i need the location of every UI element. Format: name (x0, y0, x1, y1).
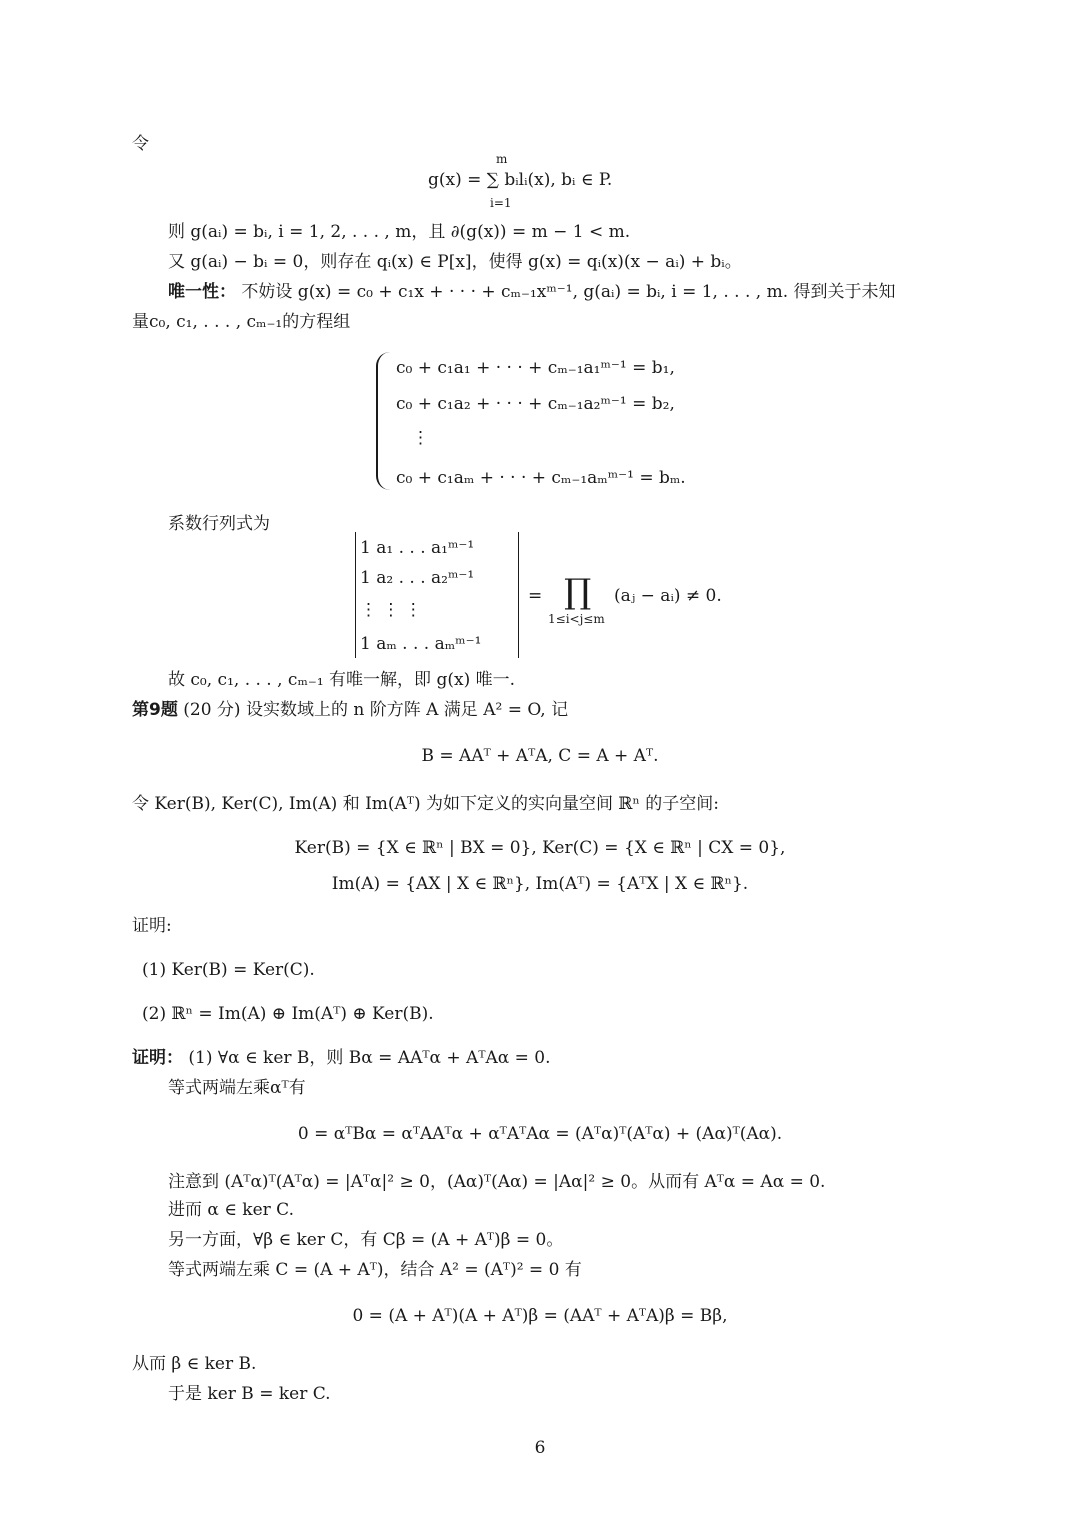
equation-vdots: ⋮ (412, 428, 429, 448)
text-line: 量c₀, c₁, . . . , cₘ₋₁的方程组 (132, 312, 351, 332)
page-number: 6 (534, 1438, 546, 1458)
determinant-right-bar (518, 532, 519, 658)
equation-row: c₀ + c₁a₁ + · · · + cₘ₋₁a₁ᵐ⁻¹ = b₁, (396, 358, 675, 378)
text-line: 令 (132, 134, 149, 154)
text-line: 系数行列式为 (168, 514, 270, 534)
text-span: 不妨设 g(x) = c₀ + c₁x + · · · + cₘ₋₁xᵐ⁻¹, g(aᵢ) = bᵢ, i = 1, . . . , m. 得到关于未知 (241, 282, 896, 302)
text-line: 注意到 (Aᵀα)ᵀ(Aᵀα) = |Aᵀα|² ≥ 0，(Aα)ᵀ(Aα) = |Aα|² ≥ 0。从而有 Aᵀα = Aα = 0. (168, 1172, 826, 1192)
text-line: 另一方面，∀β ∈ ker C，有 Cβ = (A + Aᵀ)β = 0。 (168, 1230, 564, 1250)
text-line: 等式两端左乘αᵀ有 (168, 1078, 306, 1098)
determinant-row: ⋮ ⋮ ⋮ (360, 600, 422, 620)
problem-heading (132, 700, 568, 720)
formula-beta-expansion: 0 = (A + Aᵀ)(A + Aᵀ)β = (AAᵀ + AᵀA)β = Bβ, (352, 1306, 728, 1326)
text-line: 于是 ker B = ker C. (168, 1384, 331, 1404)
text-line: 又 g(aᵢ) − bᵢ = 0，则存在 qᵢ(x) ∈ P[x]，使得 g(x) = qᵢ(x)(x − aᵢ) + bᵢ。 (168, 252, 742, 272)
determinant-result: (aⱼ − aᵢ) ≠ 0. (614, 586, 722, 606)
formula-ker-definitions: Ker(B) = {X ∈ ℝⁿ | BX = 0}, Ker(C) = {X ∈ ℝⁿ | CX = 0}, (294, 838, 786, 858)
text-span: (1) ∀α ∈ ker B，则 Bα = AAᵀα + AᵀAα = 0. (188, 1048, 551, 1068)
formula-alpha-expansion: 0 = αᵀBα = αᵀAAᵀα + αᵀAᵀAα = (Aᵀα)ᵀ(Aᵀα) + (Aα)ᵀ(Aα). (297, 1124, 783, 1144)
claim-item: (2) ℝⁿ = Im(A) ⊕ Im(Aᵀ) ⊕ Ker(B). (142, 1004, 434, 1024)
text-line: 等式两端左乘 C = (A + Aᵀ)，结合 A² = (Aᵀ)² = 0 有 (168, 1260, 582, 1280)
determinant-row: 1 a₂ . . . a₂ᵐ⁻¹ (360, 568, 475, 588)
formula-im-definitions: Im(A) = {AX | X ∈ ℝⁿ}, Im(Aᵀ) = {AᵀX | X ∈ ℝⁿ}. (331, 874, 749, 894)
product-symbol: ∏ (564, 572, 592, 612)
equals-sign: = (528, 586, 543, 606)
sum-upper-limit: m (496, 152, 508, 166)
text-line: 令 Ker(B), Ker(C), Im(A) 和 Im(Aᵀ) 为如下定义的实向量空间 ℝⁿ 的子空间: (132, 794, 720, 814)
left-brace (376, 352, 392, 490)
text-line: 则 g(aᵢ) = bᵢ, i = 1, 2, . . . , m，且 ∂(g(x)) = m − 1 < m. (168, 222, 631, 242)
claim-item: (1) Ker(B) = Ker(C). (142, 960, 315, 980)
determinant-row: 1 aₘ . . . aₘᵐ⁻¹ (360, 634, 482, 654)
equation-row: c₀ + c₁a₂ + · · · + cₘ₋₁a₂ᵐ⁻¹ = b₂, (396, 394, 675, 414)
text-span: (20 分) 设实数域上的 n 阶方阵 A 满足 A² = O, 记 (183, 700, 569, 720)
text-line: 证明: (132, 916, 172, 936)
determinant-left-bar (355, 532, 356, 658)
sum-lower-limit: i=1 (490, 196, 512, 210)
product-subscript: 1≤i<j≤m (548, 612, 605, 626)
formula-g-definition: g(x) = ∑ bᵢlᵢ(x), bᵢ ∈ P. (428, 170, 613, 190)
proof-heading (132, 1048, 551, 1068)
text-line (168, 282, 896, 302)
text-line: 故 c₀, c₁, . . . , cₘ₋₁ 有唯一解，即 g(x) 唯一. (168, 670, 516, 690)
equation-row: c₀ + c₁aₘ + · · · + cₘ₋₁aₘᵐ⁻¹ = bₘ. (396, 468, 686, 488)
section-label-uniqueness: 唯一性： (168, 282, 236, 302)
proof-label: 证明： (132, 1048, 183, 1068)
text-line: 进而 α ∈ ker C. (168, 1200, 294, 1220)
problem-number-label: 第9题 (132, 700, 178, 720)
determinant-row: 1 a₁ . . . a₁ᵐ⁻¹ (360, 538, 475, 558)
text-line: 从而 β ∈ ker B. (132, 1354, 257, 1374)
formula-b-c: B = AAᵀ + AᵀA, C = A + Aᵀ. (421, 746, 659, 766)
